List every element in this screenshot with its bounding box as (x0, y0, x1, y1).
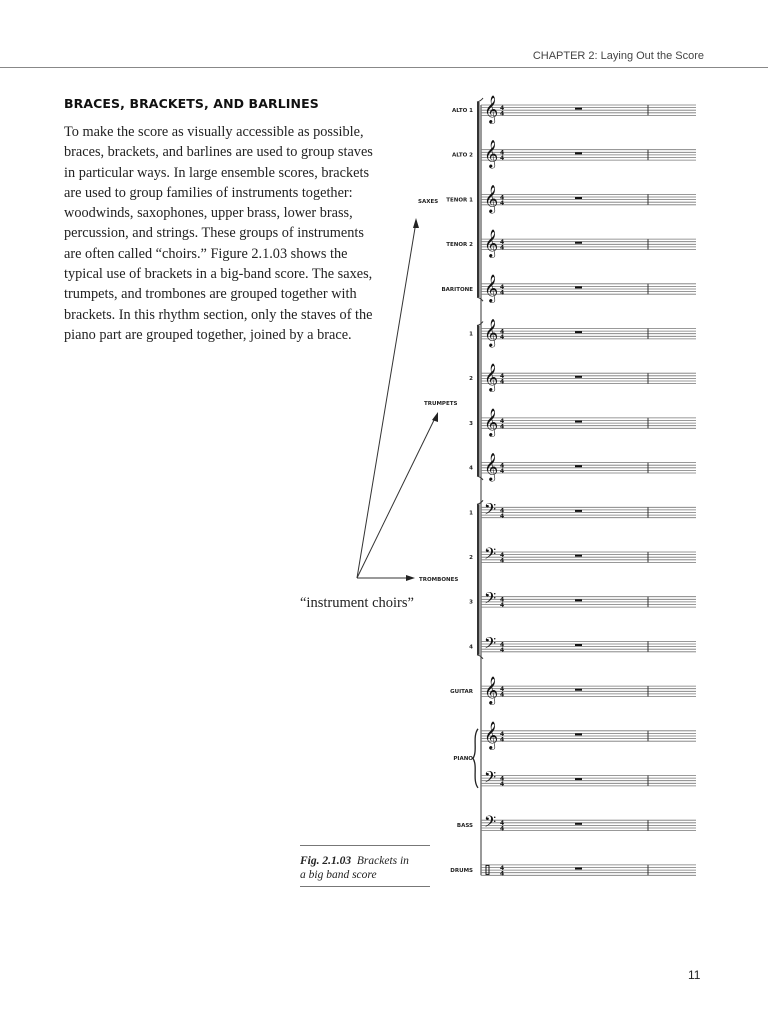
time-signature-top: 4 (500, 105, 505, 112)
treble-clef-icon: 𝄞 (484, 363, 499, 392)
bracket-trombones (477, 504, 480, 655)
time-signature-bottom: 4 (500, 825, 505, 833)
instrument-label: DRUMS (450, 867, 473, 874)
time-signature-bottom: 4 (500, 468, 505, 476)
whole-rest (575, 421, 582, 423)
figure-number: Fig. 2.1.03 (300, 855, 352, 867)
instrument-label: TENOR 1 (446, 197, 473, 204)
time-signature-top: 4 (500, 373, 505, 381)
treble-clef-icon: 𝄞 (484, 273, 499, 302)
time-signature-top: 4 (500, 730, 505, 738)
whole-rest (575, 152, 582, 154)
time-signature-bottom: 4 (500, 781, 505, 788)
arrowhead-trumpets (432, 412, 438, 422)
whole-rest (575, 510, 582, 512)
bracket-trumpets (477, 326, 480, 477)
group-label-trombones: TROMBONES (419, 577, 459, 583)
time-signature-bottom: 4 (500, 244, 505, 252)
whole-rest (575, 286, 582, 288)
instrument-label: BASS (456, 823, 473, 830)
treble-clef-icon: 𝄞 (484, 720, 499, 749)
group-label-saxes: SAXES (418, 199, 439, 205)
paragraph-line: percussion, and strings. These groups of instruments (64, 225, 364, 242)
time-signature-top: 4 (500, 596, 505, 604)
time-signature-bottom: 4 (500, 110, 505, 118)
piano-brace (473, 729, 478, 788)
whole-rest (575, 108, 582, 110)
bracket-hook-top-trombones (477, 500, 483, 504)
bracket-hook-bottom-trombones (477, 655, 483, 659)
instrument-label: PIANO (453, 756, 473, 763)
bracket-saxes (477, 102, 480, 297)
time-signature-top: 4 (500, 820, 505, 828)
paragraph-line: are used to group families of instruments together: (64, 184, 353, 201)
treble-clef-icon: 𝄞 (484, 676, 499, 705)
page-number: 11 (688, 968, 701, 982)
bracket-hook-top-trumpets (477, 322, 483, 326)
treble-clef-icon: 𝄞 (484, 184, 499, 213)
time-signature-bottom: 4 (500, 199, 505, 207)
time-signature-top: 4 (500, 283, 505, 291)
time-signature-bottom: 4 (500, 378, 505, 386)
bass-clef-icon: 𝄢 (484, 634, 497, 657)
time-signature-bottom: 4 (500, 691, 505, 699)
time-signature-bottom: 4 (500, 557, 505, 565)
bass-clef-icon: 𝄢 (484, 768, 497, 791)
whole-rest (575, 331, 582, 333)
treble-clef-icon: 𝄞 (484, 452, 499, 481)
time-signature-bottom: 4 (500, 512, 505, 520)
whole-rest (575, 823, 582, 825)
time-signature-bottom: 4 (500, 602, 505, 610)
figure-caption (300, 845, 430, 887)
whole-rest (575, 868, 582, 870)
time-signature-top: 4 (500, 239, 505, 247)
time-signature-top: 4 (500, 864, 505, 872)
chapter-title: CHAPTER 2: Laying Out the Score (532, 50, 704, 62)
whole-rest (575, 733, 582, 735)
whole-rest (575, 197, 582, 199)
time-signature-top: 4 (500, 462, 505, 470)
time-signature-top: 4 (500, 641, 505, 649)
whole-rest (575, 465, 582, 467)
paragraph-line: brackets. In this rhythm section, only the staves of the (64, 306, 373, 323)
time-signature-top: 4 (500, 417, 505, 425)
instrument-label: 3 (469, 420, 473, 427)
whole-rest (575, 376, 582, 378)
time-signature-top: 4 (500, 149, 505, 157)
paragraph-line: piano part are grouped together, joined by a brace. (64, 326, 352, 343)
group-label-trumpets: TRUMPETS (424, 401, 458, 407)
instrument-label: ALTO 1 (451, 108, 473, 114)
whole-rest (575, 555, 582, 557)
whole-rest (575, 242, 582, 244)
bass-clef-icon: 𝄢 (484, 500, 497, 523)
time-signature-top: 4 (500, 328, 505, 336)
staves (441, 95, 696, 877)
bass-clef-icon: 𝄢 (484, 813, 497, 836)
treble-clef-icon: 𝄞 (484, 95, 499, 123)
paragraph-line: in particular ways. In large ensemble scores, brackets (64, 164, 370, 181)
instrument-label: GUITAR (450, 689, 473, 696)
instrument-label: TENOR 2 (446, 242, 473, 249)
instrument-label: 1 (469, 510, 473, 517)
treble-clef-icon: 𝄞 (484, 407, 499, 436)
arrowhead-saxes (413, 218, 419, 228)
whole-rest (575, 689, 582, 691)
choir-arrows (357, 199, 458, 583)
instrument-label: 4 (469, 465, 473, 472)
treble-clef-icon: 𝄞 (484, 229, 499, 258)
bass-clef-icon: 𝄢 (484, 589, 497, 612)
figure-caption-line2: a big band score (300, 869, 377, 881)
instrument-choirs-annotation: “instrument choirs” (300, 595, 414, 611)
section-heading: BRACES, BRACKETS, AND BARLINES (64, 96, 319, 111)
time-signature-bottom: 4 (500, 423, 505, 431)
instrument-label: 1 (469, 331, 473, 338)
time-signature-bottom: 4 (500, 870, 505, 878)
paragraph-line: trumpets, and trombones are grouped together with (64, 286, 357, 303)
bracket-hook-bottom-saxes (477, 297, 483, 301)
whole-rest (575, 778, 582, 780)
paragraph-line: are often called “choirs.” Figure 2.1.03 shows the (64, 245, 348, 262)
time-signature-top: 4 (500, 775, 505, 783)
time-signature-bottom: 4 (500, 646, 505, 654)
time-signature-bottom: 4 (500, 289, 505, 297)
arrow-trumpets (357, 416, 436, 578)
instrument-label: ALTO 2 (451, 152, 473, 159)
time-signature-bottom: 4 (500, 155, 505, 163)
time-signature-top: 4 (500, 194, 505, 202)
whole-rest (575, 644, 582, 646)
time-signature-top: 4 (500, 686, 505, 694)
time-signature-bottom: 4 (500, 736, 505, 744)
bracket-hook-bottom-trumpets (477, 476, 483, 480)
treble-clef-icon: 𝄞 (484, 318, 499, 347)
figure-caption-line1: Brackets in (356, 855, 409, 867)
instrument-label: 2 (469, 376, 473, 383)
instrument-label: 4 (469, 644, 473, 651)
instrument-label: 3 (469, 599, 473, 606)
bracket-hook-top-saxes (477, 98, 483, 102)
bass-clef-icon: 𝄢 (484, 545, 497, 567)
instrument-label: 2 (469, 555, 473, 561)
time-signature-bottom: 4 (500, 334, 505, 341)
whole-rest (575, 599, 582, 601)
time-signature-top: 4 (500, 507, 505, 515)
treble-clef-icon: 𝄞 (484, 139, 499, 168)
paragraph-line: To make the score as visually accessible as possible, (64, 124, 364, 140)
arrow-saxes (357, 222, 416, 578)
instrument-label: BARITONE (441, 286, 473, 293)
time-signature-top: 4 (500, 552, 505, 559)
paragraph-line: braces, brackets, and barlines are used to group staves (64, 144, 373, 161)
paragraph-line: woodwinds, saxophones, upper brass, lower brass, (64, 205, 353, 222)
paragraph-line: typical use of brackets in a big-band score. The saxes, (64, 266, 373, 283)
arrowhead-trombones (406, 575, 415, 581)
